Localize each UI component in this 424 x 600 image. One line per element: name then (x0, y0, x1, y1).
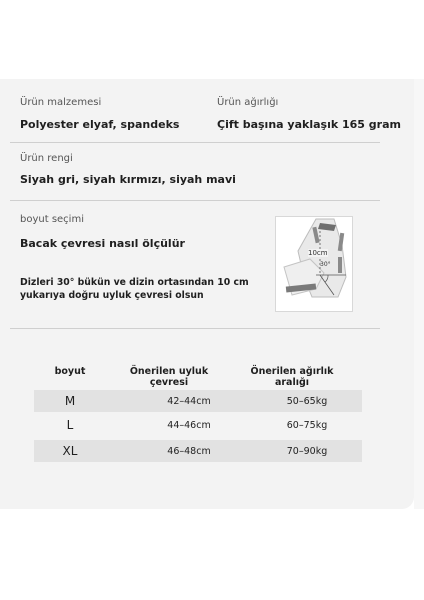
table-header-thigh: Önerilen uyluk çevresi (129, 366, 209, 388)
size-cell: XL (62, 444, 78, 458)
divider (10, 142, 380, 143)
measure-note-line1: Dizleri 30° bükün ve dizin ortasından 10 cm (20, 277, 249, 288)
panel-right-edge (414, 79, 424, 509)
divider (10, 200, 380, 201)
table-header-weight: Önerilen ağırlık aralığı (250, 366, 334, 388)
color-value: Siyah gri, siyah kırmızı, siyah mavi (20, 173, 236, 186)
size-cell: M (64, 394, 76, 408)
how-to-measure-title: Bacak çevresi nasıl ölçülür (20, 237, 185, 250)
weight-label: Ürün ağırlığı (217, 97, 279, 108)
weight-cell: 60–75kg (286, 419, 328, 431)
size-cell: L (66, 418, 74, 432)
divider (10, 328, 380, 329)
material-label: Ürün malzemesi (20, 97, 102, 108)
thigh-cell: 42–44cm (167, 395, 211, 407)
size-selection-label: boyut seçimi (20, 214, 84, 225)
knee-measurement-diagram (275, 216, 353, 312)
thigh-cell: 46–48cm (167, 445, 211, 457)
weight-cell: 70–90kg (286, 445, 328, 457)
weight-value: Çift başına yaklaşık 165 gram (217, 118, 401, 131)
table-row (34, 414, 362, 436)
color-label: Ürün rengi (20, 153, 73, 164)
knee-brace-illustration (276, 217, 352, 311)
angle-label: 30° (320, 261, 331, 268)
table-header-size: boyut (54, 366, 86, 377)
distance-label: 10cm (308, 249, 328, 257)
measure-note-line2: yukarıya doğru uyluk çevresi olsun (20, 290, 204, 301)
table-row (34, 390, 362, 412)
weight-cell: 50–65kg (286, 395, 328, 407)
table-row (34, 440, 362, 462)
thigh-cell: 44–46cm (167, 419, 211, 431)
material-value: Polyester elyaf, spandeks (20, 118, 180, 131)
